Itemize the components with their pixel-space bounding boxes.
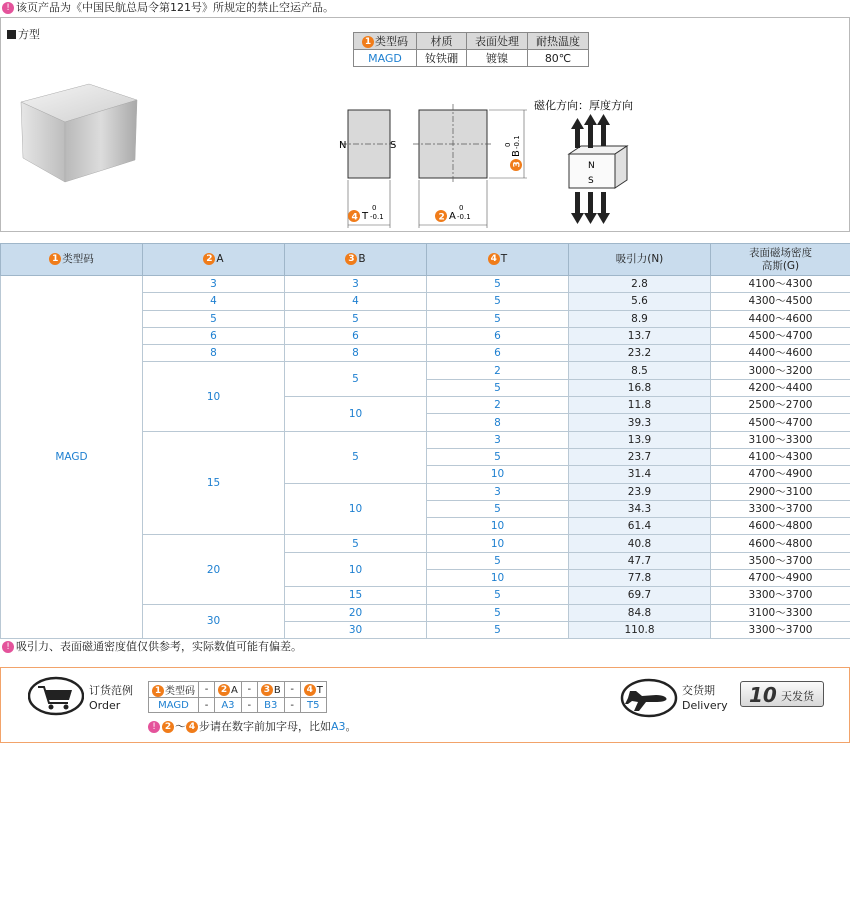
- t-cell: 5: [427, 448, 569, 465]
- t-cell: 10: [427, 466, 569, 483]
- t-cell: 6: [427, 327, 569, 344]
- cart-icon: [28, 676, 84, 716]
- magnet-s-label: S: [588, 176, 594, 186]
- force-cell: 39.3: [569, 414, 711, 431]
- warning-icon: !: [2, 2, 14, 14]
- gauss-cell: 2900～3100: [711, 483, 850, 500]
- mat-header-material: 材质: [417, 33, 467, 50]
- square-bullet-icon: [7, 30, 16, 39]
- gauss-cell: 4600～4800: [711, 518, 850, 535]
- t-cell: 5: [427, 379, 569, 396]
- order-label: 订货范例 Order: [89, 684, 133, 712]
- magnet-direction-label: 磁化方向：厚度方向: [534, 99, 633, 112]
- gauss-cell: 4700～4900: [711, 570, 850, 587]
- reference-note: ! 吸引力、表面磁通密度值仅供参考，实际数值可能有偏差。: [2, 640, 302, 654]
- t-cell: 10: [427, 535, 569, 552]
- cube-photo-icon: [19, 80, 139, 190]
- force-cell: 31.4: [569, 466, 711, 483]
- gauss-cell: 3000～3200: [711, 362, 850, 379]
- t-cell: 5: [427, 587, 569, 604]
- gauss-cell: 4100～4300: [711, 448, 850, 465]
- mat-header-type: 1 类型码: [354, 33, 417, 50]
- tol-lower-a: -0.1: [457, 213, 471, 221]
- force-cell: 2.8: [569, 276, 711, 293]
- tol-upper-a: 0: [459, 204, 464, 212]
- delivery-days-badge: 10 天发货: [740, 681, 824, 707]
- dim-a-label: A: [449, 211, 456, 222]
- gauss-cell: 3300～3700: [711, 587, 850, 604]
- gauss-cell: 4200～4400: [711, 379, 850, 396]
- t-cell: 6: [427, 345, 569, 362]
- force-cell: 8.9: [569, 310, 711, 327]
- gauss-cell: 3500～3700: [711, 552, 850, 569]
- gauss-cell: 4300～4500: [711, 293, 850, 310]
- svg-text:2: 2: [438, 212, 445, 223]
- b-cell: 10: [285, 483, 427, 535]
- b-cell: 10: [285, 552, 427, 587]
- mat-type: MAGD: [354, 50, 417, 67]
- svg-text:3: 3: [512, 161, 523, 168]
- t-cell: 3: [427, 431, 569, 448]
- order-value-a: A3: [215, 698, 242, 713]
- gauss-cell: 3300～3700: [711, 500, 850, 517]
- order-value-type: MAGD: [149, 698, 199, 713]
- dim-b-label: B: [511, 150, 522, 157]
- t-cell: 2: [427, 397, 569, 414]
- t-cell: 5: [427, 276, 569, 293]
- material-table: [353, 32, 589, 67]
- t-cell: 5: [427, 552, 569, 569]
- warning-icon: !: [2, 641, 14, 653]
- gauss-cell: 4600～4800: [711, 535, 850, 552]
- a-cell: 8: [143, 345, 285, 362]
- b-cell: 30: [285, 621, 427, 638]
- spec-panel: [0, 17, 850, 232]
- t-cell: 5: [427, 310, 569, 327]
- mat-header-surface: 表面处理: [467, 33, 528, 50]
- header-force: 吸引力(N): [569, 244, 711, 276]
- a-cell: 10: [143, 362, 285, 431]
- force-cell: 8.5: [569, 362, 711, 379]
- header-b: 3 B: [285, 244, 427, 276]
- mat-heat: 80℃: [528, 50, 589, 67]
- gauss-cell: 4500～4700: [711, 327, 850, 344]
- tol-lower-t: -0.1: [370, 213, 384, 221]
- order-header-t: 4 T: [300, 682, 326, 698]
- notice: [2, 1, 334, 15]
- b-cell: 15: [285, 587, 427, 604]
- b-cell: 3: [285, 276, 427, 293]
- force-cell: 13.7: [569, 327, 711, 344]
- force-cell: 40.8: [569, 535, 711, 552]
- t-cell: 10: [427, 518, 569, 535]
- force-cell: 61.4: [569, 518, 711, 535]
- tol-lower-b: -0.1: [513, 135, 521, 149]
- order-header-b: 3 B: [257, 682, 284, 698]
- a-cell: 5: [143, 310, 285, 327]
- dimension-drawings: [331, 88, 661, 233]
- gauss-cell: 3300～3700: [711, 621, 850, 638]
- t-cell: 5: [427, 293, 569, 310]
- force-cell: 84.8: [569, 604, 711, 621]
- gauss-cell: 4100～4300: [711, 276, 850, 293]
- warning-icon: !: [148, 721, 160, 733]
- a-cell: 30: [143, 604, 285, 639]
- force-cell: 23.2: [569, 345, 711, 362]
- mat-header-heat: 耐热温度: [528, 33, 589, 50]
- force-cell: 11.8: [569, 397, 711, 414]
- order-header-a: 2 A: [215, 682, 242, 698]
- tol-upper-b: 0: [504, 142, 512, 147]
- gauss-cell: 4400～4600: [711, 310, 850, 327]
- b-cell: 8: [285, 345, 427, 362]
- spec-table: [0, 243, 850, 639]
- t-cell: 8: [427, 414, 569, 431]
- header-gauss: 表面磁场密度 高斯(G): [711, 244, 850, 276]
- t-cell: 5: [427, 621, 569, 638]
- force-cell: 110.8: [569, 621, 711, 638]
- a-cell: 6: [143, 327, 285, 344]
- header-a: 2 A: [143, 244, 285, 276]
- t-cell: 5: [427, 604, 569, 621]
- force-cell: 69.7: [569, 587, 711, 604]
- gauss-cell: 4500～4700: [711, 414, 850, 431]
- notice-text: 该页产品为《中国民航总局令第121号》所规定的禁止空运产品。: [16, 1, 334, 14]
- shape-title: 方型: [7, 26, 40, 42]
- b-cell: 10: [285, 397, 427, 432]
- b-cell: 6: [285, 327, 427, 344]
- pole-n-label: N: [339, 140, 347, 151]
- svg-text:4: 4: [351, 212, 358, 223]
- order-note: ! 2 ～ 4 步请在数字前加字母，比如A3。: [148, 718, 357, 734]
- order-example-table: 1 类型码 - 2 A - 3 B - 4 T MAGD - A3 - B3 - T5: [148, 681, 327, 713]
- order-header-type: 1 类型码: [149, 682, 199, 698]
- order-panel: [0, 667, 850, 743]
- order-value-t: T5: [300, 698, 326, 713]
- force-cell: 77.8: [569, 570, 711, 587]
- t-cell: 5: [427, 500, 569, 517]
- a-cell: 4: [143, 293, 285, 310]
- b-cell: 5: [285, 535, 427, 552]
- field-arrows-up-icon: [571, 114, 610, 148]
- force-cell: 5.6: [569, 293, 711, 310]
- header-type-code: 1 类型码: [1, 244, 143, 276]
- force-cell: 13.9: [569, 431, 711, 448]
- field-arrows-down-icon: [571, 192, 610, 224]
- t-cell: 2: [427, 362, 569, 379]
- header-t: 4 T: [427, 244, 569, 276]
- b-cell: 4: [285, 293, 427, 310]
- magnet-n-label: N: [588, 161, 595, 171]
- b-cell: 5: [285, 310, 427, 327]
- force-cell: 47.7: [569, 552, 711, 569]
- force-cell: 34.3: [569, 500, 711, 517]
- t-cell: 3: [427, 483, 569, 500]
- force-cell: 23.7: [569, 448, 711, 465]
- dim-t-label: T: [362, 211, 369, 222]
- pole-s-label: S: [390, 140, 397, 151]
- b-cell: 5: [285, 362, 427, 397]
- gauss-cell: 4400～4600: [711, 345, 850, 362]
- magnet-block-icon: [569, 146, 627, 188]
- gauss-cell: 3100～3300: [711, 604, 850, 621]
- type-code-cell: MAGD: [1, 276, 143, 639]
- delivery-label: 交货期 Delivery: [682, 684, 728, 712]
- gauss-cell: 3100～3300: [711, 431, 850, 448]
- gauss-cell: 2500～2700: [711, 397, 850, 414]
- a-cell: 20: [143, 535, 285, 604]
- mat-material: 钕铁硼: [417, 50, 467, 67]
- gauss-cell: 4700～4900: [711, 466, 850, 483]
- a-cell: 3: [143, 276, 285, 293]
- force-cell: 23.9: [569, 483, 711, 500]
- a-cell: 15: [143, 431, 285, 535]
- tol-upper-t: 0: [372, 204, 377, 212]
- mat-surface: 镀镍: [467, 50, 528, 67]
- b-cell: 5: [285, 431, 427, 483]
- b-cell: 20: [285, 604, 427, 621]
- order-value-b: B3: [257, 698, 284, 713]
- plane-icon: [620, 678, 678, 718]
- force-cell: 16.8: [569, 379, 711, 396]
- t-cell: 10: [427, 570, 569, 587]
